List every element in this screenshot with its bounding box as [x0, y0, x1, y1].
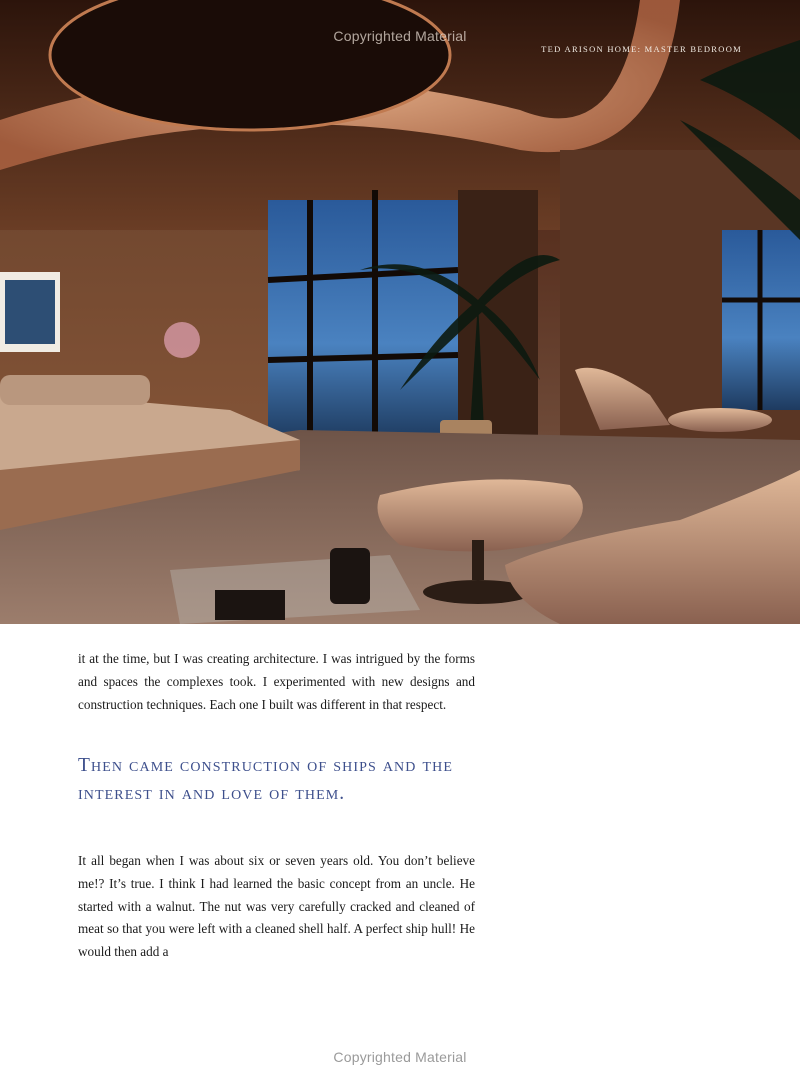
- watermark-top: Copyrighted Material: [333, 28, 467, 44]
- watermark-bottom: Copyrighted Material: [333, 1049, 467, 1065]
- pull-quote-heading: Then came construction of ships and the interest in and love of them.: [78, 755, 453, 804]
- paragraph-continuation: it at the time, but I was creating architecture. I was intrigued by the forms and spaces the complexes took. I experimented with new designs and construction techniques. Each one I built was different in that respect.: [78, 651, 475, 712]
- photo-caption: TED ARISON HOME: MASTER BEDROOM: [541, 44, 742, 54]
- paragraph-walnut-story: It all began when I was about six or seven years old. You don’t believe me!? It’s true. I think I had learned the basic concept from an uncle. He started with a walnut. The nut was very carefully cracked and cleaned of meat so that you were left with a cleaned shell half. A perfect ship hull! He would then add a: [78, 853, 475, 960]
